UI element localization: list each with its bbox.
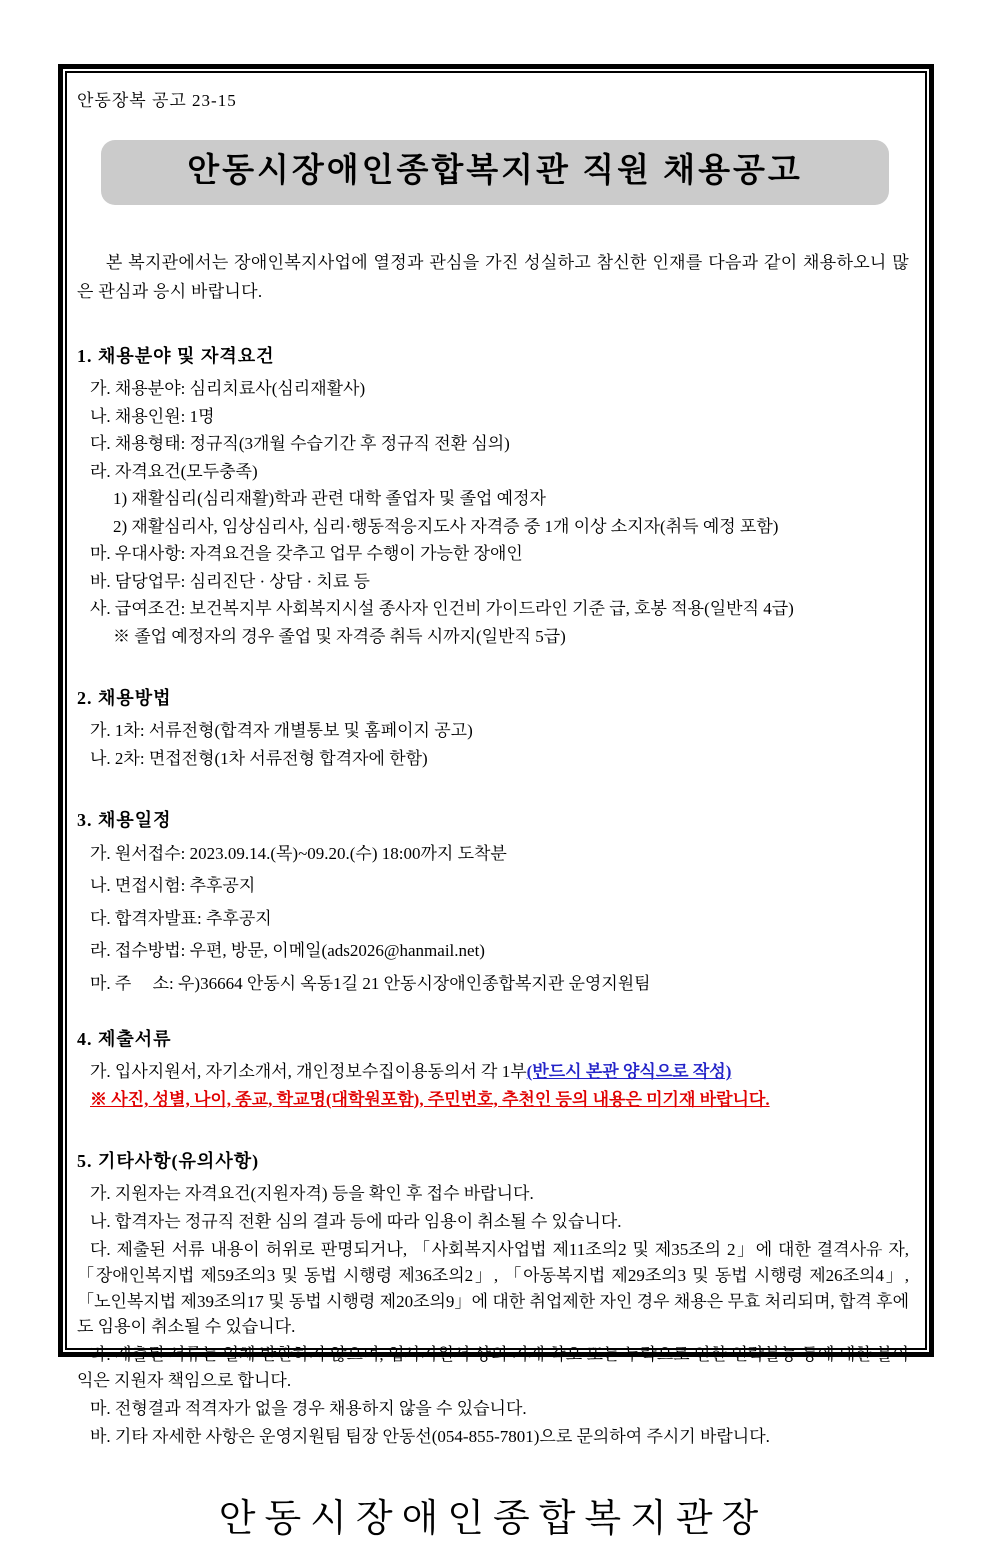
section-recruit-field	[77, 343, 909, 649]
document-content	[67, 73, 925, 1540]
section-4-heading: 4. 제출서류	[77, 1029, 172, 1050]
list-item: 나. 채용인원: 1명	[90, 406, 215, 426]
section-3-heading: 3. 채용일정	[77, 810, 172, 831]
list-item: 라. 자격요건(모두충족)	[90, 461, 258, 481]
list-item: 나. 면접시험: 추후공지	[90, 876, 256, 896]
list-note: ※ 졸업 예정자의 경우 졸업 및 자격증 취득 시까지(일반직 5급)	[113, 626, 566, 646]
list-item: 마. 우대사항: 자격요건을 갖추고 업무 수행이 가능한 장애인	[90, 544, 523, 564]
list-item: 라. 접수방법: 우편, 방문, 이메일(ads2026@hanmail.net)	[90, 941, 485, 961]
page-title: 안동시장애인종합복지관 직원 채용공고	[187, 152, 803, 189]
submit-doc-text: 가. 입사지원서, 자기소개서, 개인정보수집이용동의서 각 1부	[90, 1062, 527, 1082]
list-item: 가. 채용분야: 심리치료사(심리재활사)	[90, 379, 366, 399]
section-1-heading: 1. 채용분야 및 자격요건	[77, 346, 275, 367]
list-item: 가. 1차: 서류전형(합격자 개별통보 및 홈페이지 공고)	[90, 721, 473, 741]
section-5-heading: 5. 기타사항(유의사항)	[77, 1151, 260, 1172]
list-item: 바. 담당업무: 심리진단 · 상담 · 치료 등	[90, 571, 370, 591]
list-subitem: 2) 재활심리사, 임상심리사, 심리·행동적응지도사 자격증 중 1개 이상 소지자(취득 예정 포함)	[113, 516, 779, 536]
submit-doc-red-note: ※ 사진, 성별, 나이, 종교, 학교명(대학원포함), 주민번호, 추천인 등의 내용은 미기재 바랍니다.	[90, 1089, 770, 1109]
list-item: 나. 2차: 면접전형(1차 서류전형 합격자에 한함)	[90, 748, 428, 768]
list-item: 사. 급여조건: 보건복지부 사회복지시설 종사자 인건비 가이드라인 기준 급, 호봉 적용(일반직 4급)	[90, 599, 794, 619]
section-other-notes	[77, 1148, 909, 1449]
list-item: 다. 제출된 서류 내용이 허위로 판명되거나, 「사회복지사업법 제11조의2 및 제35조의 2」에 대한 결격사유 자, 「장애인복지법 제59조의3 및 동법 시행령 제36조의2」, 「아동복지법 제29조의3 및 동법 시행령 제26조의4」, 「노인복지법 제39조의17 및 동법 시행령 제20조의9」에 대한 취업제한 자인 경우 채용은 무효 처리되며, 합격 후에도 임용이 취소될 수 있습니다.	[77, 1239, 909, 1337]
section-recruit-method	[77, 685, 909, 771]
list-item: 라. 제출된 서류는 일체 반환하지 않으며, 입사지원서 상의 기재 착오 또는 누락으로 인한 연락불능 등에 대한 불이익은 지원자 책임으로 합니다.	[77, 1345, 909, 1391]
section-schedule	[77, 807, 909, 996]
section-2-heading: 2. 채용방법	[77, 688, 172, 709]
list-item: 마. 전형결과 적격자가 없을 경우 채용하지 않을 수 있습니다.	[90, 1398, 527, 1418]
list-item: 다. 채용형태: 정규직(3개월 수습기간 후 정규직 전환 심의)	[90, 434, 510, 454]
list-item: 나. 합격자는 정규직 전환 심의 결과 등에 따라 임용이 취소될 수 있습니다.	[90, 1212, 622, 1232]
list-item: 다. 합격자발표: 추후공지	[90, 908, 272, 928]
intro-paragraph: 본 복지관에서는 장애인복지사업에 열정과 관심을 가진 성실하고 참신한 인재를 다음과 같이 채용하오니 많은 관심과 응시 바랍니다.	[77, 253, 909, 302]
page-border	[58, 64, 934, 1540]
signature: 안동시장애인종합복지관장	[218, 1497, 768, 1540]
title-banner	[101, 140, 889, 206]
page-inner-border	[65, 71, 927, 1540]
submit-doc-blue-emphasis: (반드시 본관 양식으로 작성)	[526, 1062, 732, 1082]
list-item: 가. 지원자는 자격요건(지원자격) 등을 확인 후 접수 바랍니다.	[90, 1184, 534, 1204]
submit-doc-line	[77, 1059, 909, 1085]
list-item: 바. 기타 자세한 사항은 운영지원팀 팀장 안동선(054-855-7801)으로 문의하여 주시기 바랍니다.	[90, 1426, 770, 1446]
section-documents	[77, 1026, 909, 1112]
list-item: 가. 원서접수: 2023.09.14.(목)~09.20.(수) 18:00까지 도착분	[90, 843, 507, 863]
list-subitem: 1) 재활심리(심리재활)학과 관련 대학 졸업자 및 졸업 예정자	[113, 489, 546, 509]
list-item: 마. 주 소: 우)36664 안동시 옥동1길 21 안동시장애인종합복지관 운영지원팀	[90, 973, 651, 993]
doc-number: 안동장복 공고 23-15	[77, 91, 237, 110]
